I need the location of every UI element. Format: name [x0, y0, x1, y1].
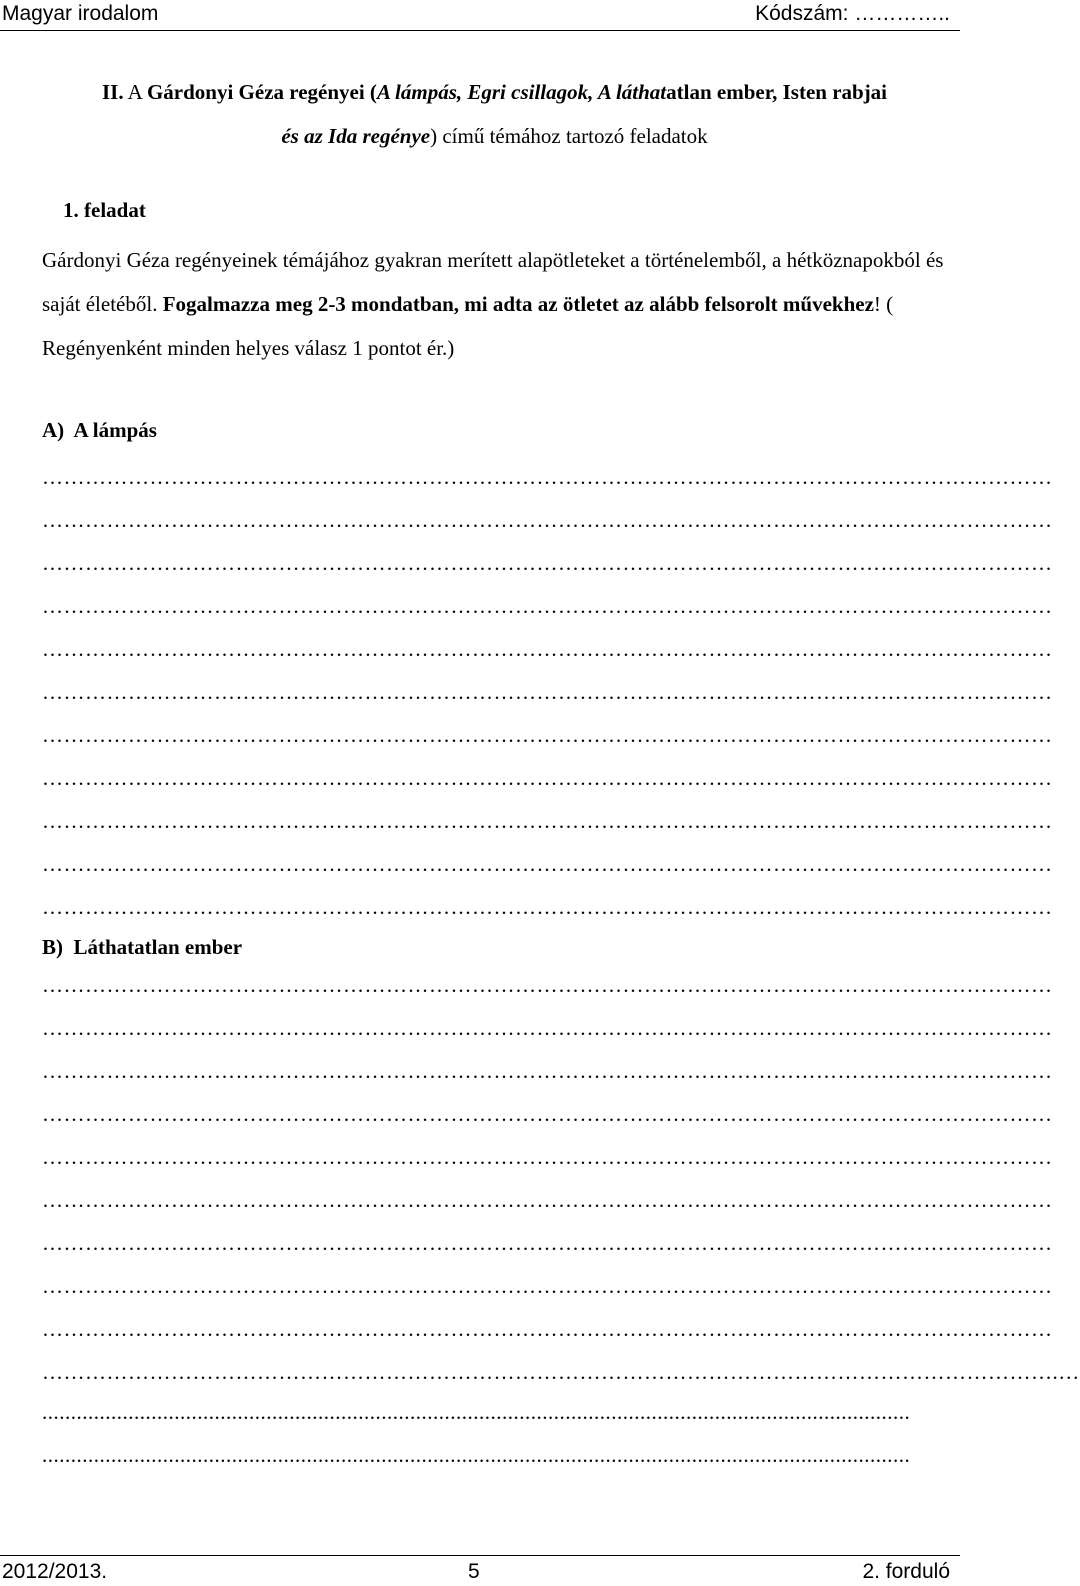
- answer-line[interactable]: ……………………………………………………………………………………………………………………………: [42, 1145, 1053, 1169]
- section-b-label: B) Láthatatlan ember: [42, 935, 243, 959]
- code-number-label: Kódszám: …………..: [755, 2, 950, 25]
- answer-line[interactable]: ……………………………………………………………………………………………………………………………: [42, 723, 1053, 747]
- answer-line[interactable]: .......................................................................................................................................................: [42, 1400, 911, 1424]
- section-title: II. A Gárdonyi Géza regényei (A lámpás, Egri csillagok, A láthatatlan ember, Isten rabjai és az Ida regénye) című témához tartozó feladatok: [101, 80, 888, 148]
- answer-line[interactable]: ……………………………………………………………………………………………………………………………: [42, 680, 1053, 704]
- answer-line[interactable]: ……………………………………………………………………………………………………………………………: [42, 1317, 1053, 1341]
- answer-line[interactable]: ……………………………………………………………………………………………………………………………: [42, 895, 1053, 919]
- answer-line[interactable]: ……………………………………………………………………………………………………………………………: [42, 551, 1053, 575]
- answer-line[interactable]: ……………………………………………………………………………………………………………………………: [42, 852, 1053, 876]
- page-footer: [0, 1555, 960, 1586]
- answer-line[interactable]: ……………………………………………………………………………………………………………………………: [42, 1102, 1053, 1126]
- answer-line[interactable]: ……………………………………………………………………………………………………………………………: [42, 1188, 1053, 1212]
- answer-line[interactable]: ……………………………………………………………………………………………………………………………: [42, 1231, 1053, 1255]
- answer-line[interactable]: ……………………………………………………………………………………………………………………………: [42, 637, 1053, 661]
- answer-line[interactable]: ……………………………………………………………………………………………………………………………: [42, 1016, 1053, 1040]
- school-year: 2012/2013.: [2, 1560, 108, 1583]
- task-title: 1. feladat: [63, 198, 146, 222]
- answer-line[interactable]: ……………………………………………………………………………………………………………………………: [42, 973, 1053, 997]
- answer-line[interactable]: ……………………………………………………………………………………………………………………………: [42, 465, 1053, 489]
- answer-line[interactable]: ……………………………………………………………………………………………………………………………: [42, 1059, 1053, 1083]
- answer-line[interactable]: .......................................................................................................................................................: [42, 1443, 911, 1467]
- subject-name: Magyar irodalom: [2, 2, 159, 25]
- section-a-label: A) A lámpás: [42, 418, 157, 442]
- page-number: 5: [468, 1560, 480, 1583]
- answer-line[interactable]: ……………………………………………………………………………………………………………………………: [42, 1274, 1053, 1298]
- answer-line[interactable]: ……………………………………………………………………………………………………………………………: [42, 508, 1053, 532]
- answer-line[interactable]: …………………………………………………………………………………………………………………………….…: [42, 1360, 1080, 1384]
- page-header: [0, 0, 960, 31]
- task-instructions: Gárdonyi Géza regényeinek témájához gyakran merített alapötleteket a történelemből, a hétköznapokból és saját életéből. Fogalmazza meg 2-3 mondatban, mi adta az ötletet az alább felsorolt művekhez! ( Regényenként minden helyes válasz 1 pontot ér.): [42, 248, 944, 360]
- answer-line[interactable]: ……………………………………………………………………………………………………………………………: [42, 594, 1053, 618]
- answer-line[interactable]: ……………………………………………………………………………………………………………………………: [42, 809, 1053, 833]
- answer-line[interactable]: ……………………………………………………………………………………………………………………………: [42, 766, 1053, 790]
- round-label: 2. forduló: [862, 1560, 950, 1583]
